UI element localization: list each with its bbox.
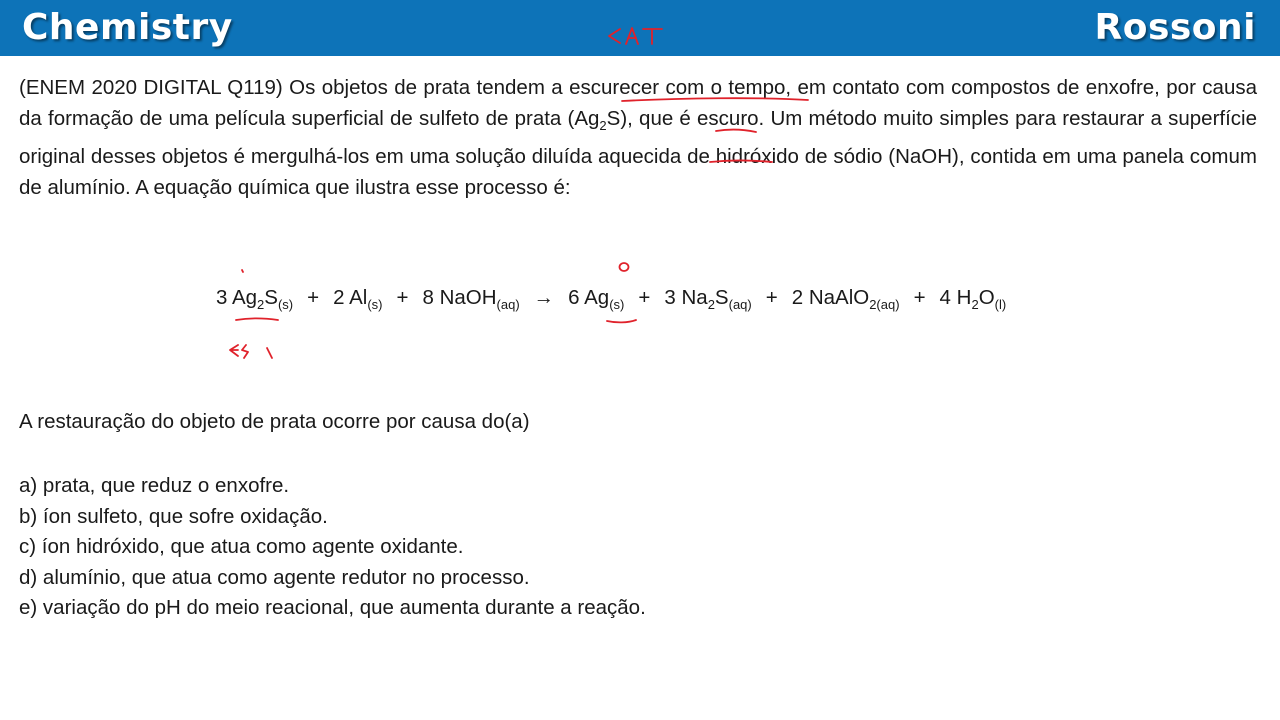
question-prompt: A restauração do objeto de prata ocorre por causa do(a) xyxy=(19,410,530,433)
plus-sign: + xyxy=(638,286,651,309)
product-water: 4 $H_2O_{(l)}$ xyxy=(939,286,1007,312)
annotation-t-stroke xyxy=(643,29,662,44)
statement-text-1: (ENEM 2020 DIGITAL Q119) Os objetos de prata tendem a escurecer com o tempo, em contato com compostos de enxofre, por causa da formação de uma película superficial de sulfeto de prata (Ag xyxy=(19,76,1257,130)
underline-escurecer xyxy=(622,98,808,101)
annotation-a-stroke xyxy=(626,28,638,44)
option-c[interactable]: c) íon hidróxido, que atua como agente oxidante. xyxy=(19,535,464,558)
reactant-aluminum: 2 $Al_{(s)}$ xyxy=(333,286,383,312)
statement-subscript: 2 xyxy=(599,118,607,134)
reaction-arrow: → xyxy=(533,286,555,309)
option-a[interactable]: a) prata, que reduz o enxofre. xyxy=(19,474,290,497)
underline-solucao xyxy=(710,161,772,163)
underline-ag-product xyxy=(607,320,636,322)
annotation-dot xyxy=(242,270,243,272)
underline-ag2s-eq xyxy=(236,319,278,321)
reactant-sodium-hydroxide: 8 NaOH$_{(aq)}$ xyxy=(422,286,520,312)
option-e[interactable]: e) variação do pH do meio reacional, que aumenta durante a reação. xyxy=(19,596,646,619)
reactant-silver-sulfide: 3 $Ag_2S_{(s)}$ xyxy=(216,286,294,312)
option-d[interactable]: d) alumínio, que atua como agente redutor no processo. xyxy=(19,565,530,589)
header-title-left: Chemistry xyxy=(22,7,233,48)
annotation-zero xyxy=(620,263,629,271)
annotation-scribble xyxy=(230,345,272,358)
underline-ag2s-text xyxy=(716,130,756,132)
annotation-c-stroke xyxy=(609,29,620,43)
product-sodium-sulfide: 3 $Na_2S_{(aq)}$ xyxy=(664,286,752,312)
option-b[interactable]: b) íon sulfeto, que sofre oxidação. xyxy=(19,504,328,528)
product-sodium-aluminate: 2 NaAlO$_{2(aq)}$ xyxy=(791,286,900,312)
header-title-right: Rossoni xyxy=(1094,7,1256,48)
product-silver: 6 $Ag_{(s)}$ xyxy=(568,286,625,312)
statement-text-2: S), que é escuro. Um método muito simples para restaurar a superfície original desses objetos é mergulhá-los em uma solução diluída aquecida de hidróxido de sódio (NaOH), contida em uma panela comum de alumínio. A equação química que ilustra esse processo é: xyxy=(19,107,1257,200)
plus-sign: + xyxy=(307,286,320,309)
plus-sign: + xyxy=(765,286,778,309)
plus-sign: + xyxy=(396,286,409,309)
plus-sign: + xyxy=(913,286,926,309)
